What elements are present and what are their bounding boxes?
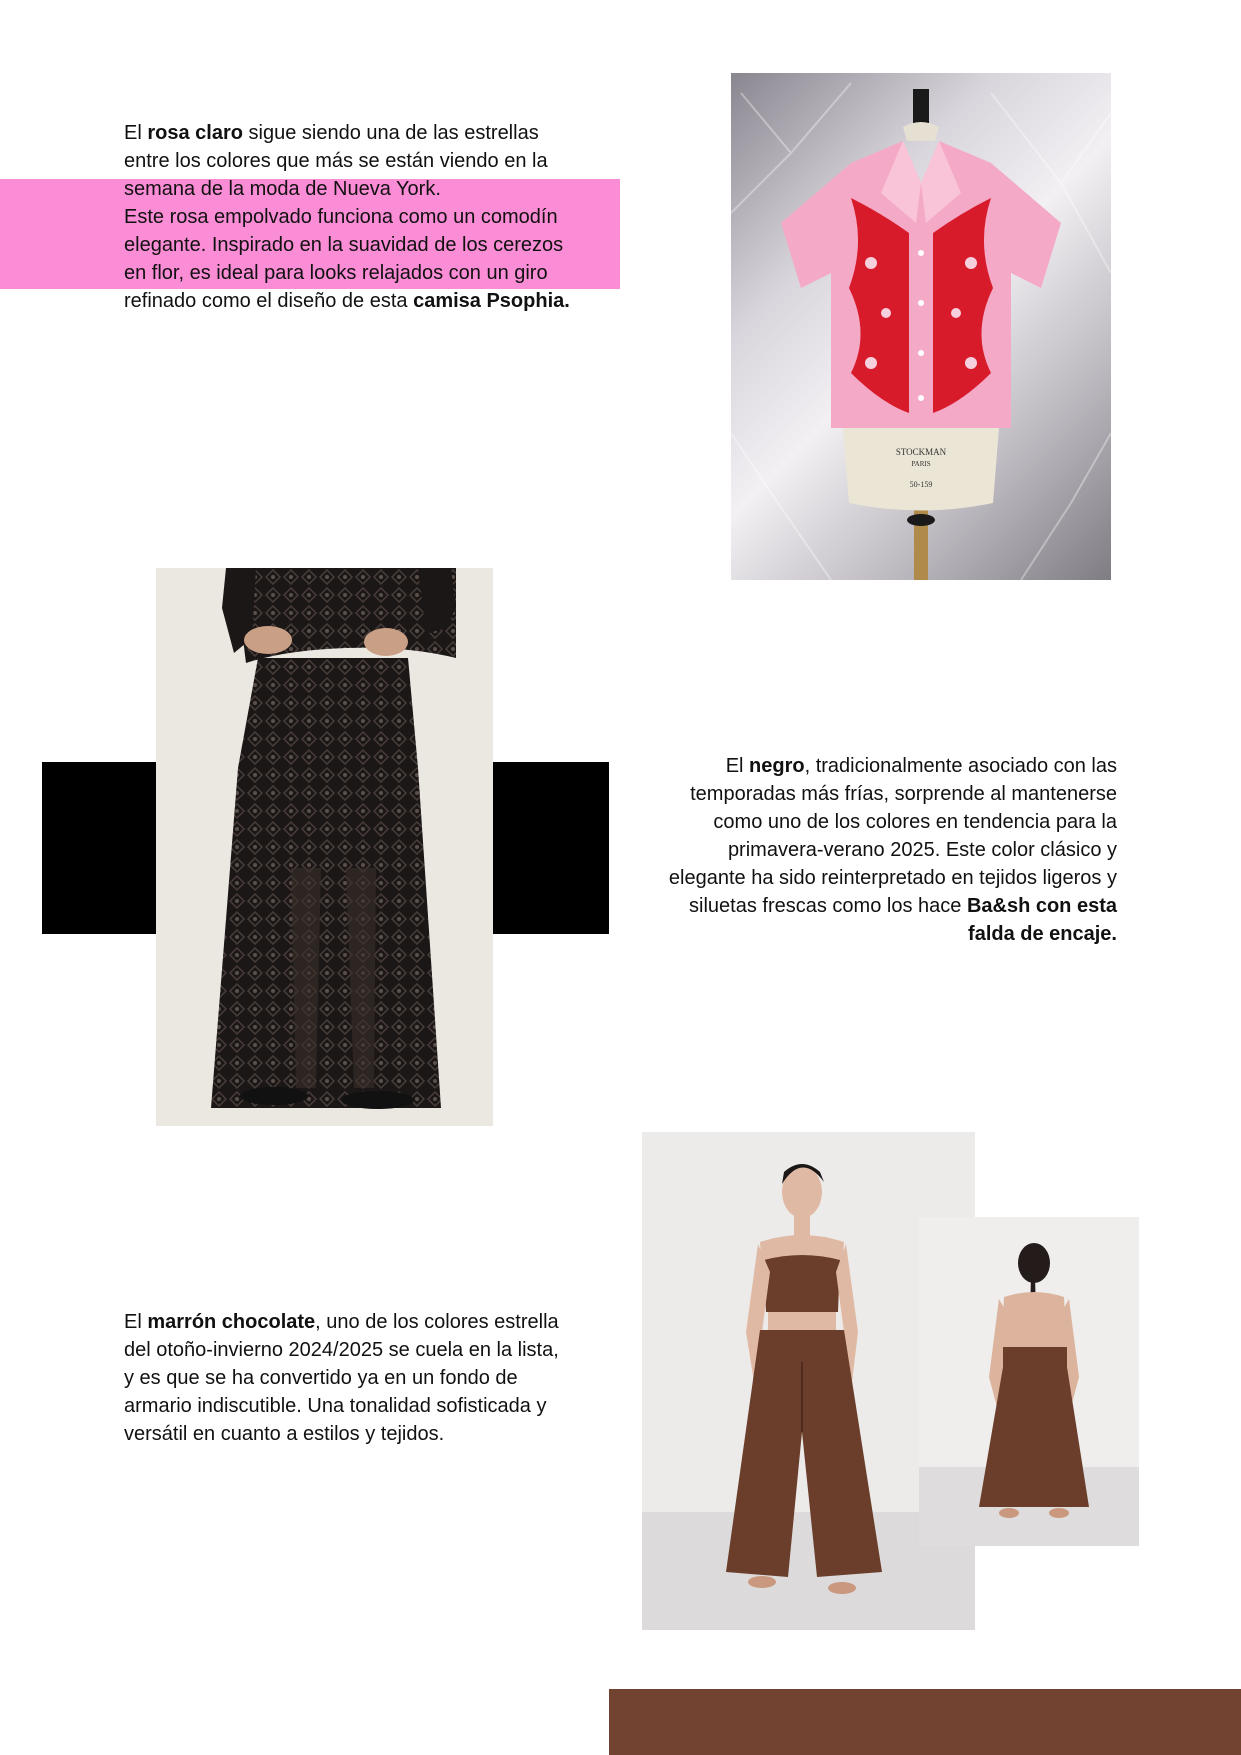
pink-text-detail: Este rosa empolvado funciona como un comodín elegante. Inspirado en la suavidad de los cerezos en flor, es ideal para looks relajados con un giro refinado como el diseño de esta [124, 206, 564, 312]
shirt-on-mannequin-illustration [731, 73, 1111, 580]
black-description [655, 752, 1117, 948]
mannequin-tag-number: 50-159 [909, 480, 933, 489]
black-color-block-left [42, 762, 156, 934]
brown-text-intro: El [124, 1311, 148, 1333]
black-lace-skirt-photo [156, 568, 493, 1126]
lace-skirt-illustration [156, 568, 493, 1126]
brown-description [124, 1308, 574, 1448]
pink-description [124, 119, 574, 315]
pink-text-intro: El [124, 122, 148, 144]
brown-color-name: marrón chocolate [147, 1311, 316, 1333]
black-color-block-right [493, 762, 609, 934]
pink-color-name: rosa claro [147, 122, 243, 144]
black-text-rest: , tradicionalmente asociado con las temporadas más frías, sorprende al mantenerse como uno de los colores en tendencia para la primavera-verano 2025. Este color clásico y elegante ha sido reinterpretado en tejidos ligeros y siluetas frescas como los hace [668, 755, 1117, 917]
brown-text-rest: , uno de los colores estrella del otoño-invierno 2024/2025 se cuela en la lista, y es que se ha convertido ya en un fondo de armario indiscutible. Una tonalidad sofisticada y versátil en cuanto a estilos y tejidos. [124, 1311, 559, 1445]
brown-color-band [609, 1689, 1241, 1755]
black-color-name: negro [749, 755, 805, 777]
black-text-intro: El [725, 755, 750, 777]
mannequin-tag-brand: STOCKMAN [895, 447, 947, 457]
pink-product-name: camisa Psophia. [413, 290, 570, 312]
brown-outfit-back-photo [919, 1217, 1139, 1546]
pink-shirt-photo [731, 73, 1111, 580]
black-product-name: Ba&sh con esta falda de encaje. [966, 895, 1117, 945]
brown-outfit-back-illustration [919, 1217, 1139, 1546]
pink-text-rest: sigue siendo una de las estrellas entre los colores que más se están viendo en la semana de la moda de Nueva York. [124, 122, 548, 200]
mannequin-tag-city: PARIS [911, 460, 931, 468]
